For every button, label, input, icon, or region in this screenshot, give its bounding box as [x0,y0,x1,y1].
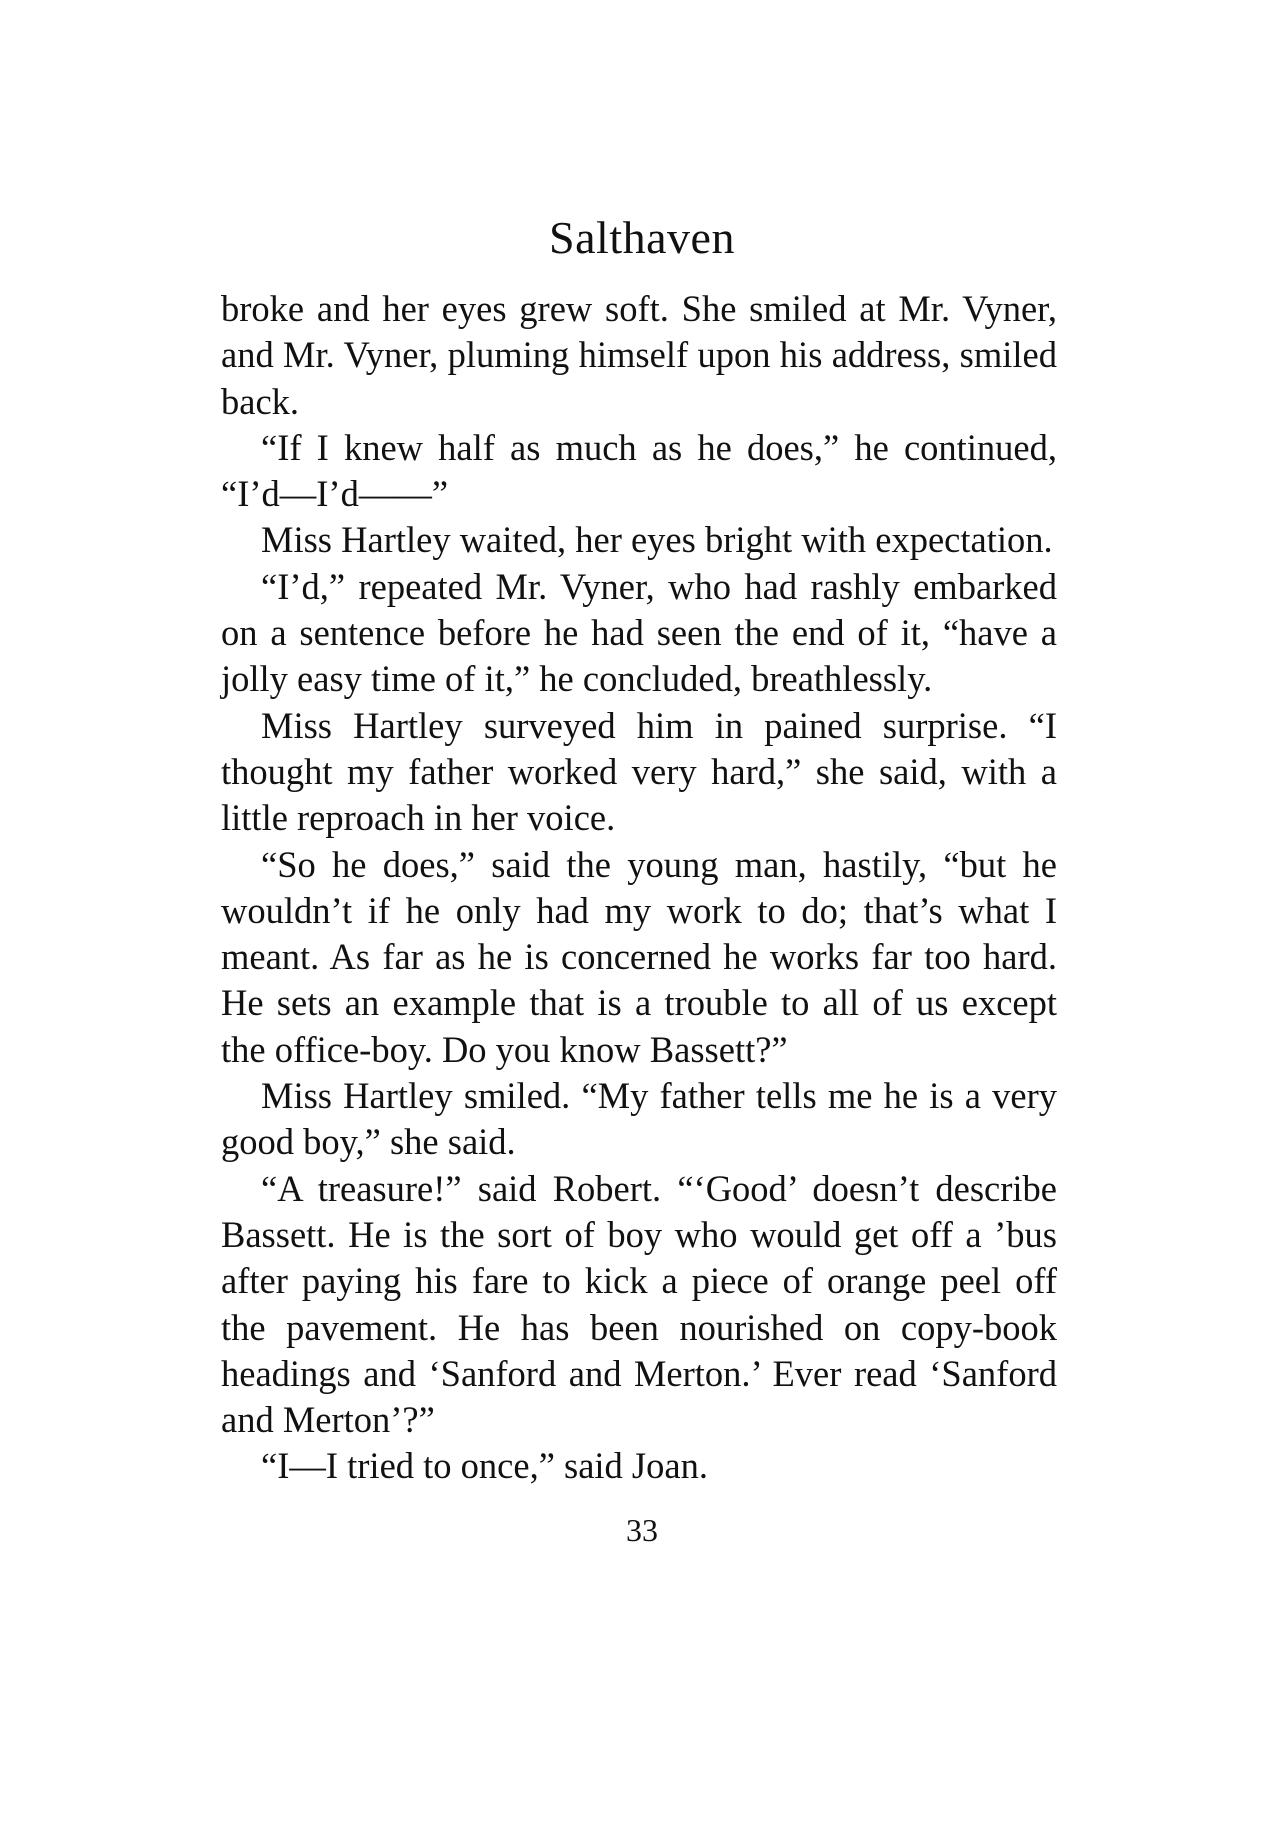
paragraph-6: “So he does,” said the young man, hastily, “but he wouldn’t if he only had my work to do; that’s what I meant. As far as he is concerned he works far too hard. He sets an example that is a trouble to all of us except the office-boy. Do you know Bassett?” [221,843,1057,1070]
paragraph-7: Miss Hartley smiled. “My father tells me he is a very good boy,” she said. [221,1075,1057,1163]
paragraph-5: Miss Hartley surveyed him in pained surprise. “I thought my father worked very hard,” she said, with a little reproach in her voice. [221,704,1057,839]
body-text [221,286,1057,1490]
paragraph-3: Miss Hartley waited, her eyes bright with expectation. [261,519,1053,561]
paragraph-8: “A treasure!” said Robert. “‘Good’ doesn’t describe Bassett. He is the sort of boy who would get off a ’bus after paying his fare to kick a piece of orange peel off the pavement. He has been nourished on copy-book headings and ‘Sanford and Merton.’ Ever read ‘Sanford and Merton’?” [221,1167,1057,1441]
paragraph-1: broke and her eyes grew soft. She smiled at Mr. Vyner, and Mr. Vyner, pluming himself upon his address, smiled back. [221,288,1057,422]
paragraph-9: “I—I tried to once,” said Joan. [261,1445,708,1487]
page-number: 33 [626,1512,658,1548]
paragraph-2: “If I knew half as much as he does,” he continued, “I’d—I’d——” [221,426,1057,515]
paragraph-4: “I’d,” repeated Mr. Vyner, who had rashly embarked on a sentence before he had seen the end of it, “have a jolly easy time of it,” he concluded, breathlessly. [221,565,1057,700]
running-head: Salthaven [549,212,735,263]
